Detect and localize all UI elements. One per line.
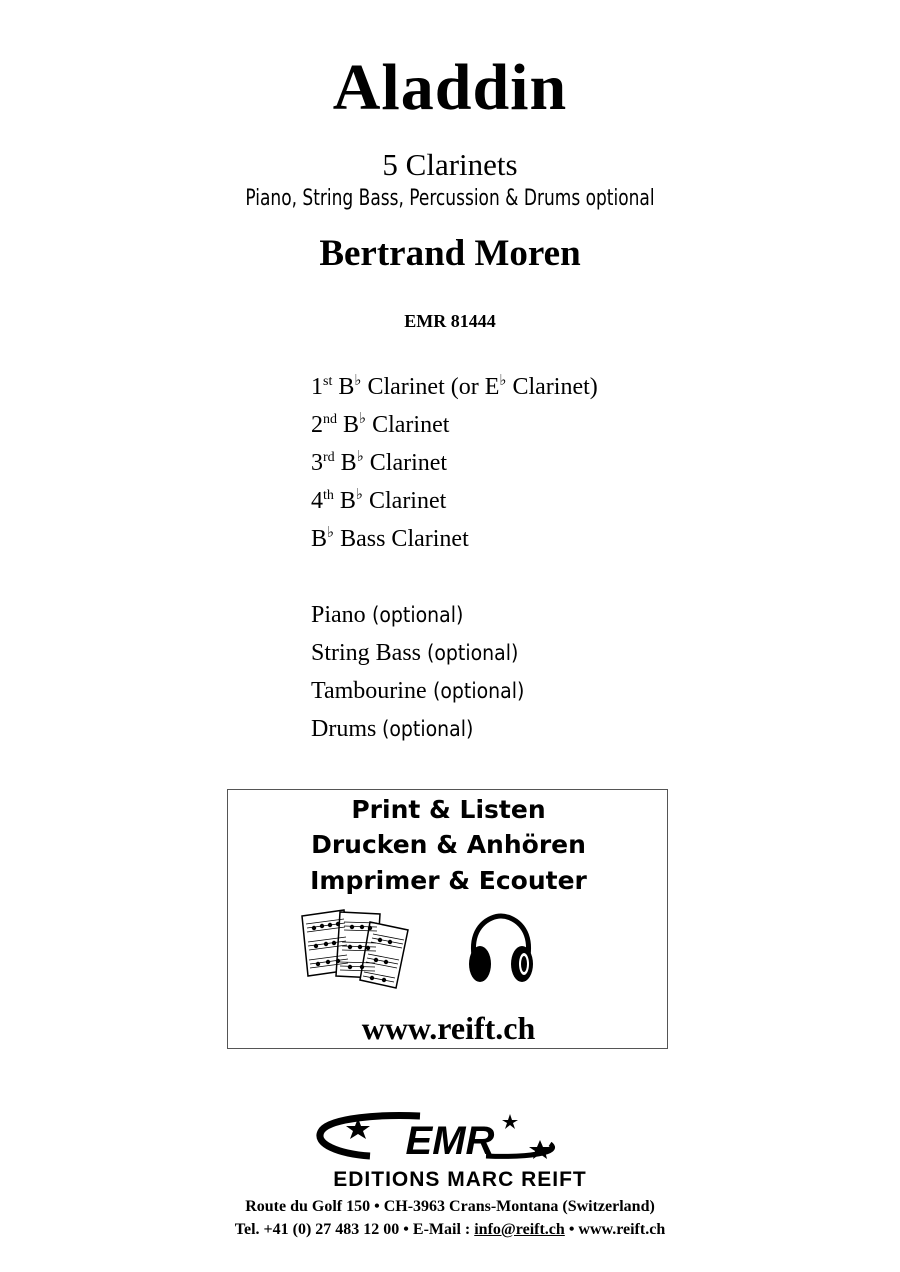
part-item: 2nd B♭ Clarinet [311,411,450,438]
flat-icon: ♭ [359,411,367,427]
flat-icon: ♭ [356,449,364,465]
flat-icon: ♭ [499,373,507,389]
part-item: 4th B♭ Clarinet [311,487,447,514]
composer-name: Bertrand Moren [319,233,581,274]
promo-website[interactable]: www.reift.ch [361,1010,536,1046]
part-item: 3rd B♭ Clarinet [311,449,448,476]
part-item: B♭ Bass Clarinet [311,525,469,552]
part-item: 1st B♭ Clarinet (or E♭ Clarinet) [311,373,598,400]
parts-list [311,368,598,558]
optional-part-item: Tambourine (optional) [311,678,524,704]
catalog-number: EMR 81444 [404,311,496,331]
flat-icon: ♭ [355,487,363,503]
promo-line-german: Drucken & Anhören [311,830,586,859]
publisher-contact: Tel. +41 (0) 27 483 12 00 • E-Mail : info@reift.ch • www.reift.ch [234,1221,666,1238]
flat-icon: ♭ [354,373,362,389]
publisher-name: EDITIONS MARC REIFT [333,1168,587,1191]
logo-emr-text: EMR [405,1119,495,1163]
page-title: Aladdin [332,51,568,124]
headphones-icon [466,912,536,986]
optional-part-item: String Bass (optional) [311,640,519,666]
emr-logo [300,1108,620,1198]
optional-part-item: Drums (optional) [311,716,474,742]
flat-icon: ♭ [327,525,335,541]
optional-parts-list [311,596,534,748]
promo-line-english: Print & Listen [351,795,546,824]
sheet-music-icon [300,908,412,990]
ensemble-subtitle: 5 Clarinets [382,147,518,182]
publisher-address: Route du Golf 150 • CH-3963 Crans-Montana (Switzerland) [245,1198,655,1215]
optional-part-item: Piano (optional) [311,602,464,628]
email-link[interactable]: info@reift.ch [474,1221,565,1238]
promo-line-french: Imprimer & Ecouter [310,866,587,895]
instrumentation-note: Piano, String Bass, Percussion & Drums optional [245,186,655,211]
print-listen-box [227,789,668,1049]
